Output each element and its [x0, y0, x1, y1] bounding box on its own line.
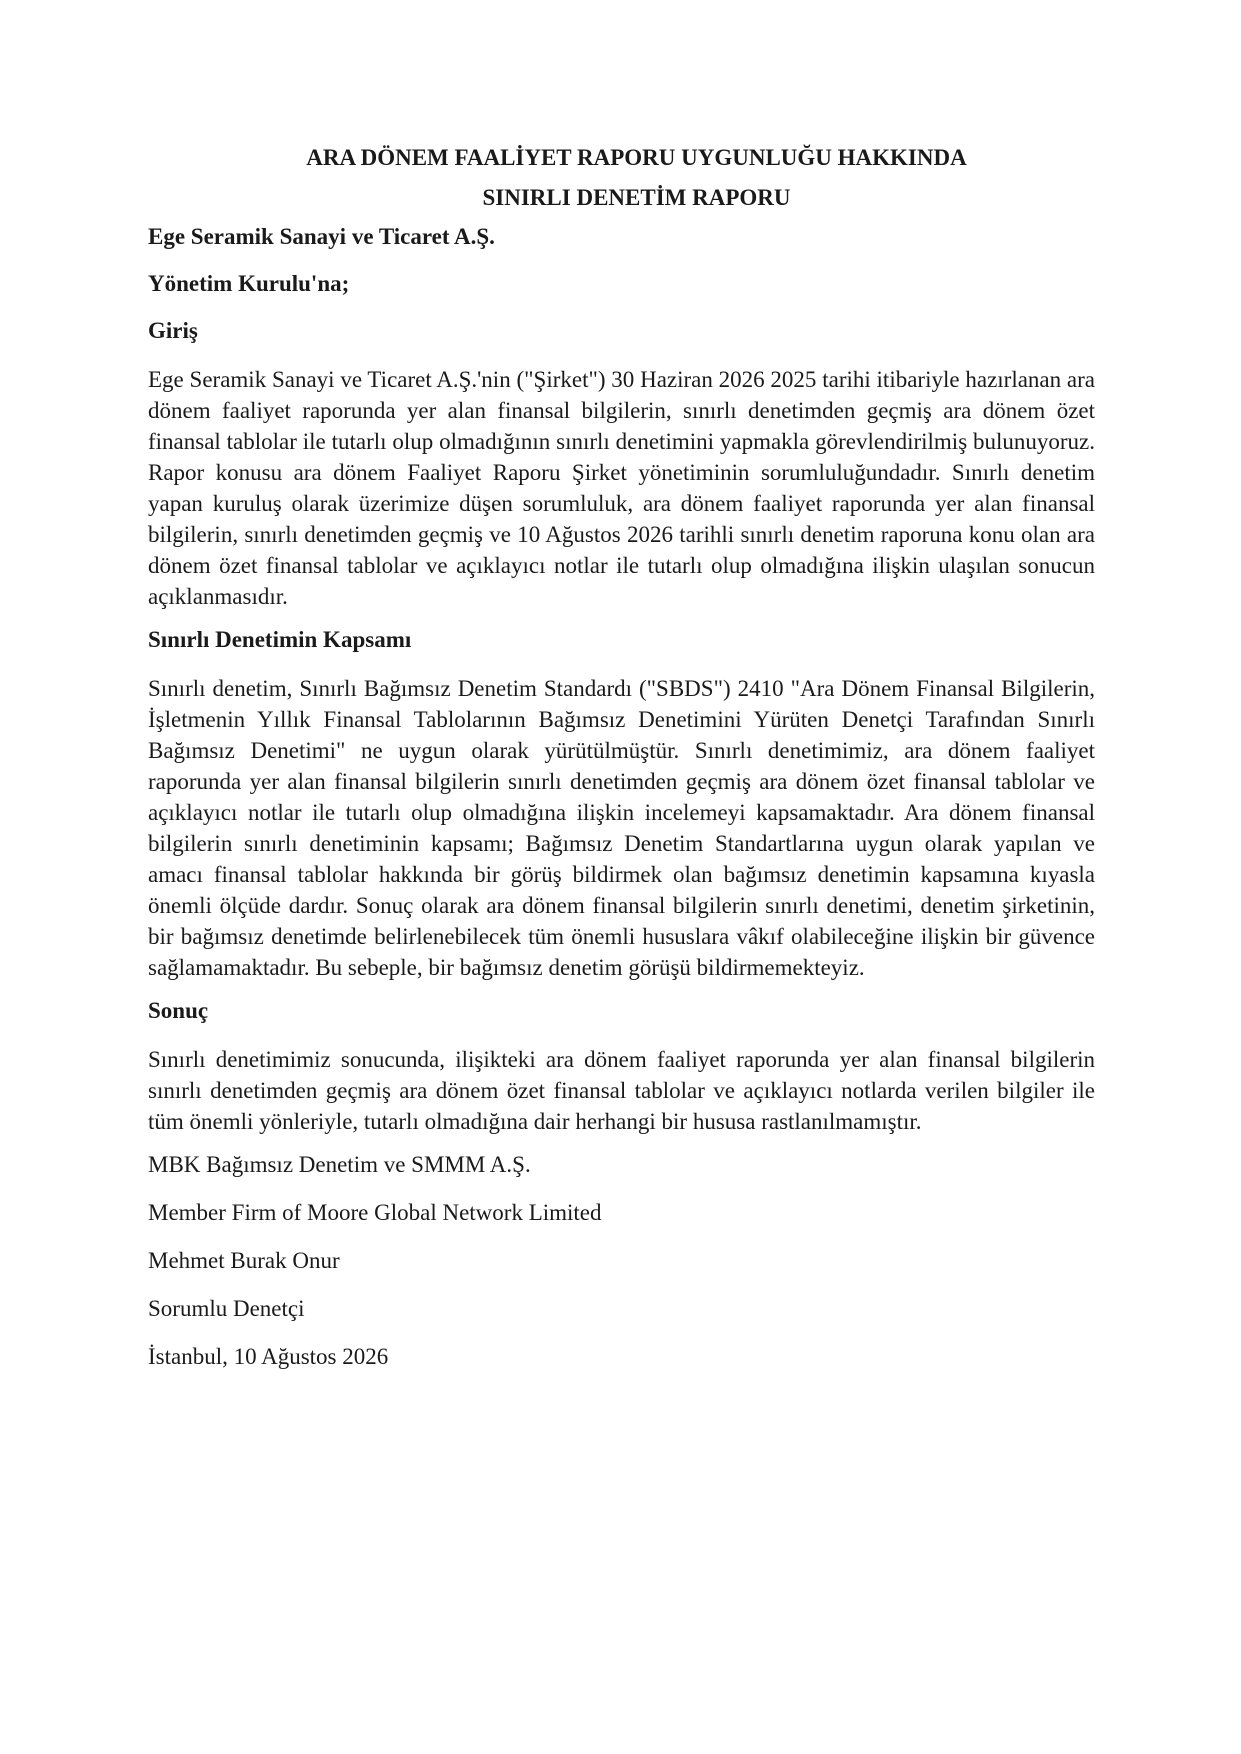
network-membership: Member Firm of Moore Global Network Limited	[148, 1200, 602, 1225]
report-title-line2: SINIRLI DENETİM RAPORU	[482, 185, 791, 210]
auditor-title: Sorumlu Denetçi	[148, 1296, 305, 1321]
conclusion-paragraph: Sınırlı denetimimiz sonucunda, ilişikteki ara dönem faaliyet raporunda yer alan finansal bilgilerin sınırlı denetimden geçmiş ara dönem özet finansal tablolar ve açıklayıcı notlarda verilen bilgiler ile tüm önemli yönleriyle, tutarlı olmadığına dair herhangi bir hususa rastlanılmamıştır.	[148, 1047, 1095, 1134]
intro-paragraph: Ege Seramik Sanayi ve Ticaret A.Ş.'nin ("Şirket") 30 Haziran 2026 2025 tarihi itibariyle hazırlanan ara dönem faaliyet raporunda yer alan finansal bilgilerin, sınırlı denetimden geçmiş ara dönem özet finansal tablolar ile tutarlı olup olmadığının sınırlı denetimini yapmakla görevlendirilmiş bulunuyoruz. Rapor konusu ara dönem Faaliyet Raporu Şirket yönetiminin sorumluluğundadır. Sınırlı denetim yapan kuruluş olarak üzerimize düşen sorumluluk, ara dönem faaliyet raporunda yer alan finansal bilgilerin, sınırlı denetimden geçmiş ve 10 Ağustos 2026 tarihli sınırlı denetim raporuna konu olan ara dönem özet finansal tablolar ve açıklayıcı notlar ile tutarlı olup olmadığına ilişkin ulaşılan sonucun açıklanmasıdır.	[148, 367, 1095, 609]
audit-firm-name: MBK Bağımsız Denetim ve SMMM A.Ş.	[148, 1152, 531, 1177]
addressee-board: Yönetim Kurulu'na;	[148, 271, 350, 296]
intro-heading: Giriş	[148, 318, 198, 343]
report-title-line1: ARA DÖNEM FAALİYET RAPORU UYGUNLUĞU HAKKINDA	[306, 145, 967, 170]
addressee-company: Ege Seramik Sanayi ve Ticaret A.Ş.	[148, 224, 495, 249]
conclusion-heading: Sonuç	[148, 998, 209, 1023]
report-page	[148, 144, 1095, 1391]
place-and-date: İstanbul, 10 Ağustos 2026	[148, 1344, 389, 1369]
auditor-name: Mehmet Burak Onur	[148, 1248, 340, 1273]
signature-block	[148, 1151, 1095, 1371]
scope-paragraph: Sınırlı denetim, Sınırlı Bağımsız Denetim Standardı ("SBDS") 2410 "Ara Dönem Finansal Bilgilerin, İşletmenin Yıllık Finansal Tablolarının Bağımsız Denetimini Yürüten Denetçi Tarafından Sınırlı Bağımsız Denetimi" ne uygun olarak yürütülmüştür. Sınırlı denetimimiz, ara dönem faaliyet raporunda yer alan finansal bilgilerin sınırlı denetimden geçmiş ara dönem özet finansal tablolar ve açıklayıcı notlar ile tutarlı olup olmadığına ilişkin incelemeyi kapsamaktadır. Ara dönem finansal bilgilerin sınırlı denetiminin kapsamı; Bağımsız Denetim Standartlarına uygun olarak yapılan ve amacı finansal tablolar hakkında bir görüş bildirmek olan bağımsız denetimin kapsamına kıyasla önemli ölçüde dardır. Sonuç olarak ara dönem finansal bilgilerin sınırlı denetimi, denetim şirketinin, bir bağımsız denetimde belirlenebilecek tüm önemli hususlara vâkıf olabileceğine ilişkin bir güvence sağlamamaktadır. Bu sebeple, bir bağımsız denetim görüşü bildirmemekteyiz.	[148, 676, 1095, 980]
scope-heading: Sınırlı Denetimin Kapsamı	[148, 627, 412, 652]
